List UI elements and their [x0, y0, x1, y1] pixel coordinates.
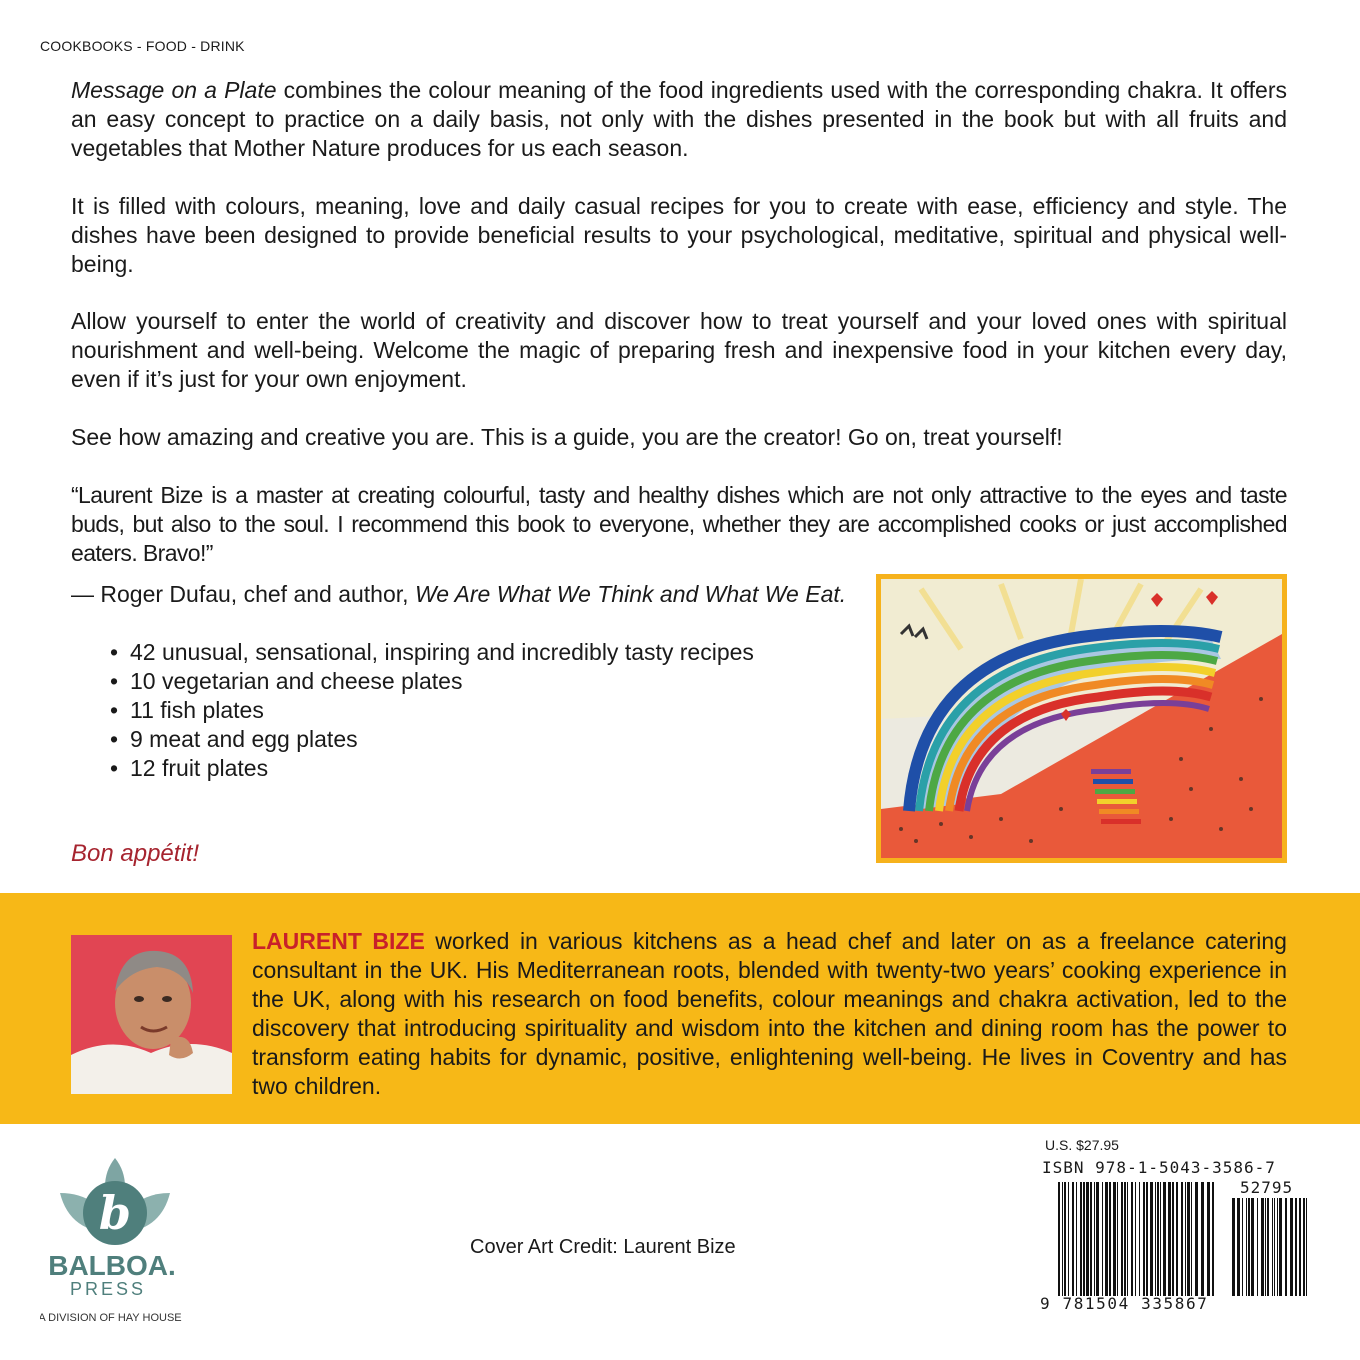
barcode-bar	[1124, 1182, 1126, 1296]
barcode-bar	[1181, 1182, 1183, 1296]
barcode-bar	[1150, 1182, 1153, 1296]
barcode-bar	[1096, 1182, 1099, 1296]
barcode-bar	[1185, 1182, 1186, 1296]
publisher-imprint: PRESS	[69, 1279, 147, 1299]
barcode-bar	[1117, 1182, 1118, 1296]
publisher-logo	[40, 1153, 190, 1328]
barcode-bar	[1176, 1182, 1178, 1296]
testimonial-attribution	[71, 580, 846, 609]
attribution-author: — Roger Dufau, chef and author,	[71, 581, 415, 607]
barcode-bar	[1207, 1182, 1210, 1296]
barcode-bar	[1232, 1198, 1235, 1296]
author-photo	[71, 935, 232, 1094]
bullet-icon: •	[110, 726, 119, 752]
isbn-barcode	[1058, 1182, 1215, 1296]
barcode-bar	[1068, 1182, 1069, 1296]
list-item-text: 12 fruit plates	[130, 755, 269, 781]
barcode-bar	[1083, 1182, 1085, 1296]
barcode-bar	[1246, 1198, 1247, 1296]
list-item-text: 11 fish plates	[130, 697, 264, 723]
barcode-bar	[1212, 1182, 1214, 1296]
barcode-bar	[1086, 1182, 1089, 1296]
barcode-bar	[1064, 1182, 1066, 1296]
signoff-text: Bon appétit!	[71, 840, 200, 867]
barcode-bar	[1248, 1198, 1250, 1296]
barcode-bar	[1157, 1182, 1159, 1296]
barcode-digits: 9 781504 335867	[1040, 1294, 1209, 1313]
publisher-division: A DIVISION OF HAY HOUSE	[40, 1312, 182, 1324]
contents-list	[104, 638, 754, 783]
list-item	[104, 638, 754, 667]
barcode-bar	[1172, 1182, 1174, 1296]
blurb-paragraph-1-text: combines the colour meaning of the food ingredients used with the corresponding chakra. It offers an easy concept to practice on a daily basis, not only with the dishes presented in the book but with all fruits and vegetables that Mother Nature produces for us each season.	[71, 77, 1287, 161]
author-bio	[252, 927, 1287, 1101]
barcode-bar	[1299, 1198, 1301, 1296]
list-item	[104, 754, 754, 783]
list-item-text: 42 unusual, sensational, inspiring and incredibly tasty recipes	[130, 639, 754, 665]
barcode-bar	[1090, 1182, 1092, 1296]
price-addon-barcode	[1232, 1198, 1310, 1296]
isbn-label: ISBN 978-1-5043-3586-7	[1042, 1158, 1276, 1177]
barcode-bar	[1105, 1182, 1108, 1296]
barcode-bar	[1306, 1198, 1307, 1296]
barcode-bar	[1265, 1198, 1266, 1296]
author-portrait-image	[71, 935, 232, 1094]
barcode-bar	[1072, 1182, 1074, 1296]
barcode-bar	[1143, 1182, 1145, 1296]
barcode-bar	[1076, 1182, 1077, 1296]
list-item-text: 10 vegetarian and cheese plates	[130, 668, 463, 694]
barcode-bar	[1135, 1182, 1136, 1296]
barcode-bar	[1187, 1182, 1190, 1296]
barcode-bar	[1279, 1198, 1282, 1296]
list-item-text: 9 meat and egg plates	[130, 726, 358, 752]
barcode-bar	[1131, 1182, 1133, 1296]
barcode-bar	[1251, 1198, 1254, 1296]
bullet-icon: •	[110, 639, 119, 665]
barcode-bar	[1113, 1182, 1116, 1296]
attribution-book-title: We Are What We Think and What We Eat.	[414, 581, 847, 607]
barcode-bar	[1261, 1198, 1264, 1296]
barcode-bar	[1237, 1198, 1240, 1296]
blurb-paragraph-2: It is filled with colours, meaning, love and daily casual recipes for you to create with ease, efficiency and style. The dishes have been designed to provide beneficial results to your psychological, meditative, spiritual and physical well-being.	[71, 193, 1287, 277]
barcode-bar	[1121, 1182, 1123, 1296]
price-label: U.S. $27.95	[1045, 1137, 1119, 1153]
barcode-bar	[1257, 1198, 1258, 1296]
barcode-bar	[1168, 1182, 1171, 1296]
category-label: COOKBOOKS - FOOD - DRINK	[40, 38, 245, 54]
blurb-paragraph-3: Allow yourself to enter the world of creativity and discover how to treat yourself and your loved ones with spiritual nourishment and well-being. Welcome the magic of preparing fresh and inexpensive food in your kitchen every day, even if it’s just for your own enjoyment.	[71, 308, 1287, 392]
barcode-bar	[1160, 1182, 1161, 1296]
logo-letter: b	[98, 1186, 132, 1240]
barcode-bar	[1058, 1182, 1060, 1296]
list-item	[104, 696, 754, 725]
list-item	[104, 725, 754, 754]
barcode-bar	[1290, 1198, 1293, 1296]
barcode-bar	[1155, 1182, 1156, 1296]
barcode-bar	[1102, 1182, 1103, 1296]
barcode-bar	[1274, 1198, 1275, 1296]
barcode-bar	[1201, 1182, 1204, 1296]
barcode-addon-digits: 52795	[1240, 1178, 1294, 1197]
barcode-bar	[1146, 1182, 1148, 1296]
rainbow-painting-image	[881, 579, 1282, 858]
lotus-icon	[40, 1153, 190, 1328]
author-bio-text: worked in various kitchens as a head chef and later on as a freelance catering consultant in the UK. His Mediterranean roots, blended with twenty-two years’ cooking experience in the UK, along with his research on food benefits, colour meanings and chakra activation, led to the discovery that introducing spirituality and wisdom into the kitchen and dining room has the power to transform eating habits for dynamic, positive, enlightening well-being. He lives in Coventry and has two children.	[252, 928, 1287, 1099]
book-title: Message on a Plate	[71, 77, 277, 103]
bullet-icon: •	[110, 755, 119, 781]
barcode-bar	[1109, 1182, 1111, 1296]
barcode-bar	[1080, 1182, 1082, 1296]
testimonial-quote: “Laurent Bize is a master at creating colourful, tasty and healthy dishes which are not only attractive to the eyes and taste buds, but also to the soul. I recommend this book to everyone, whether they are accomplished cooks or just accomplished eaters. Bravo!”	[71, 482, 1287, 566]
cover-art-credit: Cover Art Credit: Laurent Bize	[470, 1236, 736, 1258]
barcode-bar	[1285, 1198, 1287, 1296]
bullet-icon: •	[110, 668, 119, 694]
barcode-bar	[1267, 1198, 1269, 1296]
barcode-bar	[1191, 1182, 1192, 1296]
blurb-paragraph-1	[71, 76, 1287, 163]
author-name: LAURENT BIZE	[252, 928, 425, 954]
cover-painting	[876, 574, 1287, 863]
barcode-bar	[1295, 1198, 1297, 1296]
barcode-bar	[1127, 1182, 1128, 1296]
blurb-paragraph-4: See how amazing and creative you are. This is a guide, you are the creator! Go on, treat yourself!	[71, 424, 1063, 450]
barcode-bar	[1139, 1182, 1140, 1296]
barcode-bar	[1303, 1198, 1305, 1296]
barcode-bar	[1062, 1182, 1063, 1296]
barcode-bar	[1242, 1198, 1243, 1296]
bullet-icon: •	[110, 697, 119, 723]
barcode-bar	[1163, 1182, 1166, 1296]
barcode-bar	[1094, 1182, 1095, 1296]
barcode-bar	[1195, 1182, 1198, 1296]
barcode-bar	[1272, 1198, 1273, 1296]
list-item	[104, 667, 754, 696]
barcode-bar	[1277, 1198, 1278, 1296]
publisher-name: BALBOA.	[48, 1250, 176, 1281]
